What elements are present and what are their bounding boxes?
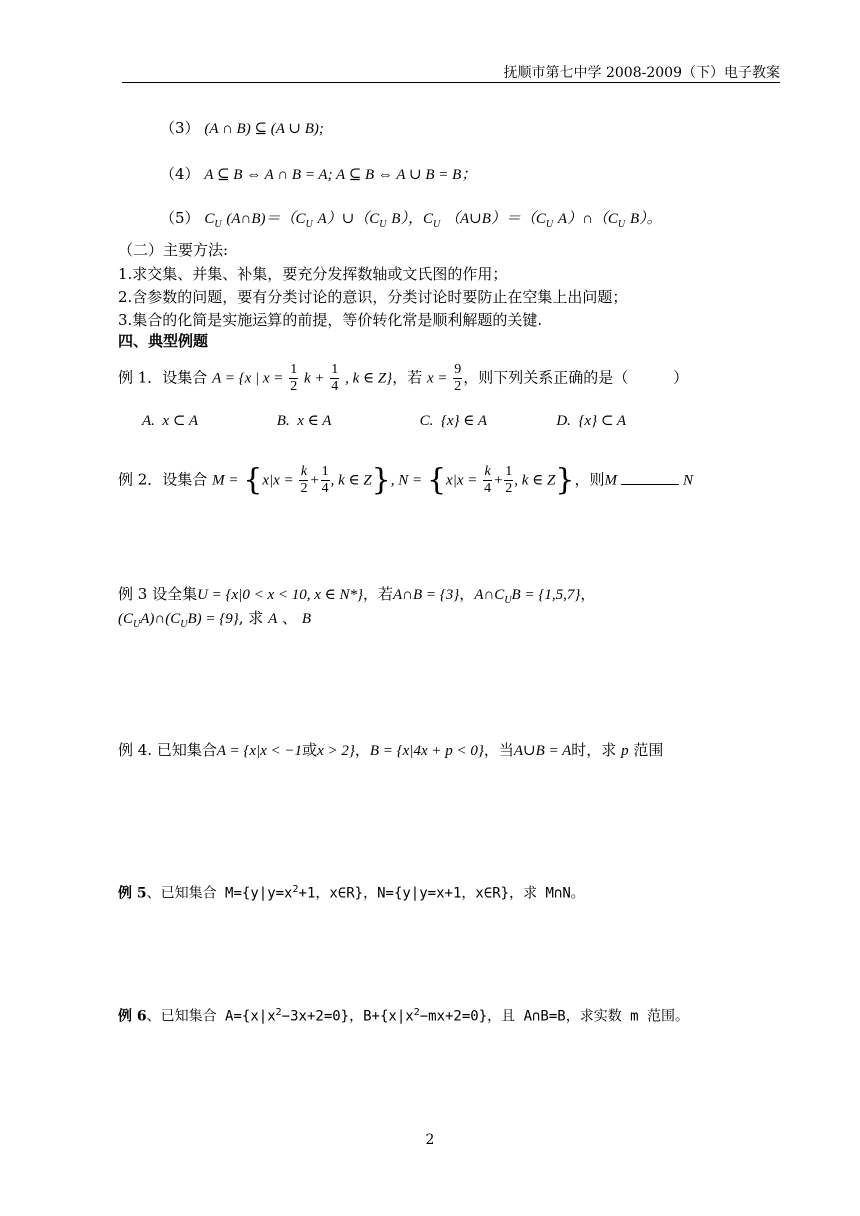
method-item-1: 1.求交集、并集、补集，要充分发挥数轴或文氏图的作用； — [118, 265, 508, 283]
example-4-time: 时，求 — [571, 741, 617, 759]
example-1 — [118, 362, 688, 395]
example-3-cond2: A∩C — [474, 587, 505, 603]
example-2-n-tail: , k ∈ Z — [514, 472, 556, 489]
property-5 — [160, 208, 662, 235]
example-2-n-inner: x|x = — [446, 472, 478, 489]
example-4-range: 范围 — [633, 741, 664, 759]
option-d-label: D. — [556, 413, 571, 429]
fraction — [453, 362, 462, 395]
left-brace: { — [243, 462, 263, 498]
option-a[interactable] — [142, 411, 272, 431]
fraction-denominator: 2 — [505, 481, 513, 496]
left-brace: { — [426, 462, 447, 498]
example-3-l2-a: (C — [118, 611, 133, 627]
option-d-text: {x} ⊂ A — [578, 413, 627, 429]
example-3-line-1 — [118, 584, 595, 611]
answer-blank[interactable] — [621, 472, 679, 485]
sub-u: U — [305, 219, 313, 230]
example-2-prefix: 例 2．设集合 — [118, 470, 208, 489]
method-item-2: 2.含参数的问题，要有分类讨论的意识，分类讨论时要防止在空集上出问题； — [118, 288, 628, 306]
example-1-prefix: 例 1．设集合 — [118, 368, 208, 387]
example-2-m: M — [604, 472, 617, 489]
example-4-prefix: 例 4. 已知集合 — [118, 741, 217, 759]
example-2-n: N — [682, 472, 693, 489]
example-4-set-a-tail: x > 2} — [317, 743, 355, 759]
fraction — [483, 464, 492, 497]
example-5-text-b: +1，x∈R}，N={y|y=x+1，x∈R}，求 M∩N。 — [298, 885, 585, 902]
sub-u: U — [214, 219, 222, 230]
sub-u: U — [180, 619, 188, 630]
option-b-label: B. — [276, 413, 290, 429]
property-3 — [160, 118, 324, 139]
section-heading: 四、典型例题 — [118, 332, 209, 350]
example-4-or: 或 — [302, 741, 318, 759]
fraction — [330, 362, 339, 395]
fraction-numerator: 9 — [454, 362, 462, 377]
header-rule — [122, 82, 780, 83]
option-d[interactable] — [556, 411, 666, 431]
sub-u: U — [504, 595, 512, 606]
example-6-text-b: −3x+2=0}，B+{x|x — [281, 1008, 414, 1025]
option-c-label: C. — [419, 413, 434, 429]
sub-u: U — [545, 219, 554, 230]
fraction-numerator: 1 — [290, 362, 298, 377]
fraction-numerator: 1 — [321, 464, 329, 479]
fraction-denominator: 4 — [321, 481, 329, 496]
example-6-text-a: 、已知集合 A={x|x — [146, 1008, 276, 1025]
plus-sign: + — [309, 472, 320, 489]
example-2 — [118, 464, 693, 497]
option-c[interactable] — [420, 411, 552, 431]
example-3-ask-a: A — [268, 611, 278, 627]
superscript: 2 — [413, 1007, 420, 1018]
example-1-question: ，则下列关系正确的是（ ） — [463, 368, 689, 387]
property-5-label: （5） — [160, 209, 200, 227]
example-6-text-c: −mx+2=0}，且 A∩B=B，求实数 m 范围。 — [419, 1008, 690, 1025]
example-2-m-tail: , k ∈ Z — [330, 472, 372, 489]
fraction-numerator: k — [300, 464, 308, 479]
example-3-line-2 — [118, 608, 311, 635]
example-4-set-a: A = {x|x < −1 — [216, 743, 303, 759]
fraction — [321, 464, 330, 497]
example-3-prefix: 例 3 设全集 — [118, 585, 198, 603]
option-a-text: x ⊂ A — [162, 413, 199, 429]
fraction-denominator: 4 — [484, 481, 492, 496]
method-item-3: 3.集合的化简是实施运算的前提，等价转化常是顺利解题的关键. — [118, 311, 543, 329]
sub-u: U — [432, 219, 441, 230]
example-4-sep: ， — [354, 741, 370, 759]
page-number: 2 — [425, 1132, 435, 1148]
example-3-l2-b: A)∩(C — [140, 611, 181, 627]
example-4-cond: A∪B = A — [513, 743, 572, 759]
property-5-part3: B），C — [391, 211, 433, 227]
sub-u: U — [379, 219, 387, 230]
example-2-m-left: M = — [212, 472, 239, 489]
example-5 — [118, 880, 585, 904]
property-5-c1: C — [204, 211, 215, 227]
plus-sign: + — [493, 472, 504, 489]
superscript: 2 — [292, 884, 299, 895]
example-1-set-left: A = {x | x = — [212, 370, 284, 387]
example-3-ask-sep: 、 — [282, 609, 298, 627]
superscript: 2 — [275, 1007, 282, 1018]
example-3-line-end: ， — [580, 585, 596, 603]
example-3-ask: , 求 — [238, 609, 264, 627]
property-5-part2: A）∪（C — [317, 211, 380, 227]
fraction-numerator: k — [484, 464, 491, 479]
example-3-l2-c: B) = {9} — [187, 611, 239, 627]
example-4-when: ，当 — [483, 741, 514, 759]
option-c-text: {x} ∈ A — [440, 413, 487, 429]
option-b-text: x ∈ A — [297, 413, 332, 429]
sub-u: U — [617, 219, 626, 230]
example-2-m-inner: x|x = — [262, 472, 294, 489]
example-5-label: 例 5 — [118, 885, 147, 902]
property-4 — [160, 164, 476, 185]
methods-heading: （二）主要方法: — [118, 241, 229, 259]
example-6 — [118, 1003, 689, 1027]
example-3-cond1: A∩B = {3} — [393, 587, 460, 603]
property-5-part1: (A∩B)＝（C — [226, 211, 306, 227]
property-3-label: （3） — [160, 119, 200, 137]
example-2-then: ，则 — [574, 470, 605, 489]
property-4-expr: A ⊆ B ⇔ A ∩ B = A; A ⊆ B ⇔ A ∪ B = B； — [204, 167, 477, 183]
property-5-part5: A）∩（C — [557, 211, 618, 227]
example-3-cond1-prefix: ，若 — [363, 585, 394, 603]
fraction — [289, 362, 298, 395]
fraction-denominator: 2 — [300, 481, 308, 496]
example-1-options — [142, 410, 666, 431]
fraction-numerator: 1 — [505, 464, 513, 479]
right-brace: } — [371, 462, 391, 498]
example-1-cond-prefix: ，若 — [392, 368, 423, 387]
fraction-denominator: 2 — [290, 379, 298, 394]
page-header: 抚顺市第七中学 2008-2009（下）电子教案 — [503, 65, 780, 81]
example-3-sep: ， — [459, 585, 475, 603]
sub-u: U — [133, 619, 141, 630]
example-1-set-right: , k ∈ Z} — [345, 370, 393, 387]
fraction — [299, 464, 308, 497]
property-4-label: （4） — [160, 165, 200, 183]
example-1-cond-x: x = — [426, 370, 448, 387]
example-4 — [118, 740, 663, 761]
option-a-label: A. — [142, 413, 155, 429]
option-b[interactable] — [277, 411, 415, 431]
example-2-n-left: , N = — [390, 472, 423, 489]
example-6-label: 例 6 — [118, 1008, 147, 1025]
fraction-numerator: 1 — [331, 362, 339, 377]
example-3-ask-b: B — [301, 611, 311, 627]
example-5-text-a: 、已知集合 M={y|y=x — [146, 885, 293, 902]
example-1-mid: k + — [303, 370, 325, 387]
property-3-expr: (A ∩ B) ⊆ (A ∪ B); — [204, 121, 324, 137]
example-4-p: p — [621, 743, 629, 759]
fraction — [504, 464, 513, 497]
example-3-cond2-tail: B = {1,5,7} — [511, 587, 581, 603]
fraction-denominator: 2 — [454, 379, 462, 394]
fraction-denominator: 4 — [331, 379, 339, 394]
property-5-part6: B）。 — [629, 211, 662, 227]
example-3-universal-set: U = {x|0 < x < 10, x ∈ N*} — [197, 587, 363, 603]
example-4-set-b: B = {x|4x + p < 0} — [369, 743, 484, 759]
property-5-part4: （A∪B）＝（C — [444, 211, 546, 227]
right-brace: } — [555, 462, 575, 498]
